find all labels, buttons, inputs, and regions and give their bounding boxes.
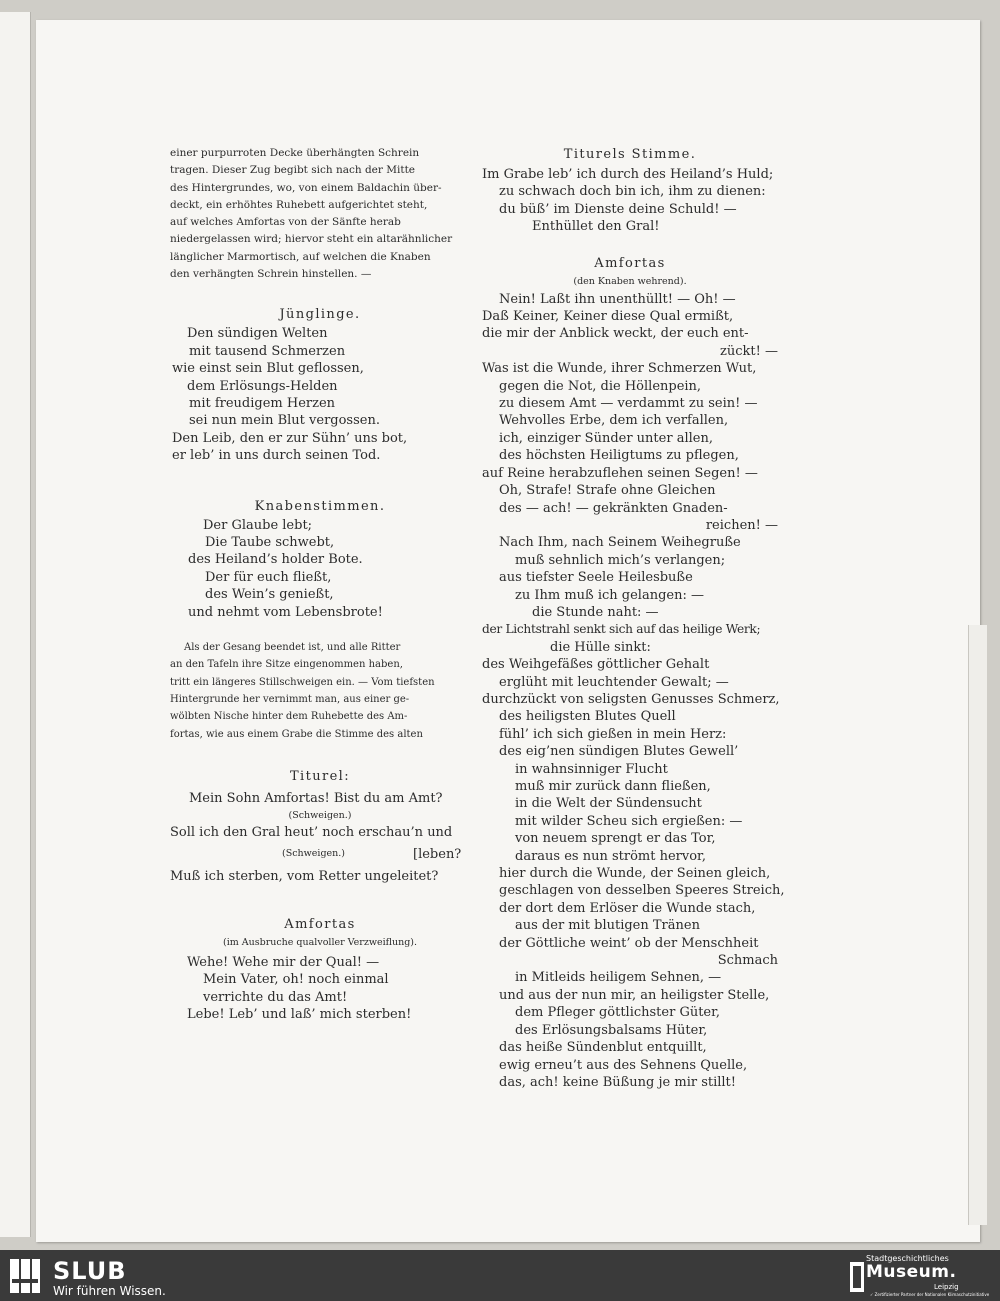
heading-titurel: Titurel: xyxy=(289,768,351,784)
stage-line: Als der Gesang beendet ist, und alle Ritter xyxy=(184,642,401,654)
verse-knabenstimmen xyxy=(170,517,470,621)
page-fold-edge xyxy=(968,625,987,1225)
verse-line: Oh, Strafe! Strafe ohne Gleichen xyxy=(499,483,716,499)
verse-line: der dort dem Erlöser die Wunde stach, xyxy=(499,900,756,916)
verse-line: aus tiefster Seele Heilesbuße xyxy=(499,570,693,586)
verse-line: Schmach xyxy=(717,953,778,969)
verse-line: die Stunde naht: — xyxy=(532,604,659,620)
verse-line: die mir der Anblick weckt, der euch ent- xyxy=(482,326,749,342)
right-column xyxy=(482,145,785,1091)
verse-line: der Göttliche weint’ ob der Menschheit xyxy=(499,935,759,951)
verse-line: Lebe! Leb’ und laß’ mich sterben! xyxy=(187,1007,412,1023)
verse-amfortas-left xyxy=(170,954,470,1024)
verse-line: das heiße Sündenblut entquillt, xyxy=(499,1040,707,1056)
heading-titurels-stimme: Titurels Stimme. xyxy=(563,147,697,162)
verse-line: muß mir zurück dann fließen, xyxy=(515,779,711,794)
verse-line: Nach Ihm, nach Seinem Weihegruße xyxy=(499,535,741,551)
verse-line: mit wilder Scheu sich ergießen: — xyxy=(515,813,743,829)
pause-direction: (Schweigen.) xyxy=(288,810,352,822)
verse-line: mit freudigem Herzen xyxy=(189,396,336,411)
heading-juenglinge: Jünglinge. xyxy=(279,307,361,323)
verse-line: die Hülle sinkt: xyxy=(550,639,651,655)
prose-line: einer purpurroten Decke überhängten Schrein xyxy=(170,147,420,159)
verse-line: Soll ich den Gral heut’ noch erschau’n und xyxy=(170,825,453,841)
verse-line: Mein Sohn Amfortas! Bist du am Amt? xyxy=(189,790,443,806)
verse-line: des Heiland’s holder Bote. xyxy=(188,552,363,568)
verse-line: aus der mit blutigen Tränen xyxy=(515,918,700,934)
verse-line: durchzückt von seligsten Genusses Schmerz, xyxy=(482,691,780,707)
verse-line: des eig’nen sündigen Blutes Gewell’ xyxy=(499,744,739,760)
slub-logo-icon xyxy=(10,1259,40,1293)
verse-line: zu diesem Amt — verdammt zu sein! — xyxy=(499,396,758,412)
stage-line: an den Tafeln ihre Sitze eingenommen haben, xyxy=(170,659,403,671)
pause-row xyxy=(170,844,470,866)
verse-line: du büß’ im Dienste deine Schuld! — xyxy=(499,201,737,217)
verse-line: wie einst sein Blut geflossen, xyxy=(172,361,364,377)
heading-amfortas-left: Amfortas xyxy=(284,917,356,933)
pause-direction: (Schweigen.) xyxy=(282,847,345,859)
verse-line: Der Glaube lebt; xyxy=(203,517,313,533)
left-column xyxy=(170,145,470,1024)
verse-line: er leb’ in uns durch seinen Tod. xyxy=(172,448,381,464)
verse-line: Daß Keiner, Keiner diese Qual ermißt, xyxy=(482,309,734,325)
prose-line: tragen. Dieser Zug begibt sich nach der Mitte xyxy=(170,164,416,177)
verse-line: das, ach! keine Büßung je mir stillt! xyxy=(499,1074,737,1090)
verse-line: Nein! Laßt ihn unenthüllt! — Oh! — xyxy=(499,291,736,307)
verse-line: verrichte du das Amt! xyxy=(203,989,348,1005)
verse-line: des heiligsten Blutes Quell xyxy=(499,709,676,725)
verse-line: dem Pfleger göttlichster Güter, xyxy=(515,1005,721,1021)
verse-line: Enthüllet den Gral! xyxy=(532,219,660,235)
stage-direction xyxy=(170,639,470,743)
museum-name: Museum. xyxy=(866,1262,957,1282)
verse-line: hier durch die Wunde, der Seinen gleich, xyxy=(499,866,771,882)
stage-direction-amfortas: (den Knaben wehrend). xyxy=(573,275,687,287)
verse-line: ich, einziger Sünder unter allen, xyxy=(499,430,713,446)
verse-line: dem Erlösungs-Helden xyxy=(187,378,338,394)
prose-line: niedergelassen wird; hiervor steht ein altarähnlicher xyxy=(170,233,453,246)
prose-line: des Hintergrundes, wo, von einem Baldachin über- xyxy=(170,181,442,194)
verse-line: Wehe! Wehe mir der Qual! — xyxy=(187,955,380,971)
verse-line: Der für euch fließt, xyxy=(205,569,332,585)
verse-line: Den Leib, den er zur Sühn’ uns bot, xyxy=(172,430,408,446)
museum-city: Leipzig xyxy=(934,1283,959,1291)
verse-line: Den sündigen Welten xyxy=(187,326,328,342)
verse-line: Mein Vater, oh! noch einmal xyxy=(203,972,389,988)
verse-line: der Lichtstrahl senkt sich auf das heilige Werk; xyxy=(482,622,761,637)
verse-line: zückt! — xyxy=(720,343,778,359)
heading-amfortas-right: Amfortas xyxy=(594,255,666,271)
verse-line: auf Reine herabzuflehen seinen Segen! — xyxy=(482,465,758,481)
library-tagline: Wir führen Wissen. xyxy=(53,1284,166,1298)
verse-line: zu Ihm muß ich gelangen: — xyxy=(515,587,704,603)
viewer-footer xyxy=(0,1250,1000,1301)
library-name: SLUB xyxy=(53,1257,127,1285)
verse-line: in wahnsinniger Flucht xyxy=(515,761,668,777)
verse-line: gegen die Not, die Höllenpein, xyxy=(499,378,702,394)
verse-line: sei nun mein Blut vergossen. xyxy=(189,413,380,429)
verse-line: reichen! — xyxy=(705,517,778,533)
verse-line: zu schwach doch bin ich, ihm zu dienen: xyxy=(499,184,766,200)
titurel-dialogue xyxy=(170,790,470,885)
stage-line: Hintergrunde her vernimmt man, aus einer ge- xyxy=(170,693,410,705)
verse-line: geschlagen von desselben Speeres Streich, xyxy=(499,883,785,899)
museum-subtitle: Stadtgeschichtliches xyxy=(866,1254,949,1263)
verse-line: Die Taube schwebt, xyxy=(205,535,335,551)
verse-titurels-stimme xyxy=(482,166,778,236)
verse-line: fühl’ ich sich gießen in mein Herz: xyxy=(499,726,727,742)
verse-line: des höchsten Heiligtums zu pflegen, xyxy=(499,448,739,464)
verse-line: Muß ich sterben, vom Retter ungeleitet? xyxy=(170,868,439,884)
verse-line: des Weihgefäßes göttlicher Gehalt xyxy=(482,657,710,673)
verse-line: muß sehnlich mich’s verlangen; xyxy=(515,552,726,568)
verse-line: erglüht mit leuchtender Gewalt; — xyxy=(499,674,729,690)
verse-line: von neuem sprengt er das Tor, xyxy=(515,831,716,847)
verse-juenglinge xyxy=(170,325,470,464)
verse-line: und aus der nun mir, an heiligster Stelle, xyxy=(499,987,770,1003)
previous-page-edge xyxy=(0,12,31,1237)
verse-line: in Mitleids heiligem Sehnen, — xyxy=(515,970,722,986)
prose-line: deckt, ein erhöhtes Ruhebett aufgerichtet steht, xyxy=(170,198,428,211)
museum-logo-icon xyxy=(850,1262,864,1292)
verse-line: in die Welt der Sündensucht xyxy=(515,796,702,812)
stage-line: fortas, wie aus einem Grabe die Stimme des alten xyxy=(170,728,423,740)
verse-line: Im Grabe leb’ ich durch des Heiland’s Huld; xyxy=(482,167,774,182)
prose-line: auf welches Amfortas von der Sänfte herab xyxy=(170,216,401,229)
heading-knabenstimmen: Knabenstimmen. xyxy=(254,498,386,514)
verse-line: des — ach! — gekränkten Gnaden- xyxy=(499,500,728,516)
verse-line: Was ist die Wunde, ihrer Schmerzen Wut, xyxy=(482,361,757,377)
stage-direction-amfortas: (im Ausbruche qualvoller Verzweiflung). xyxy=(222,937,418,949)
verse-line: Wehvolles Erbe, dem ich verfallen, xyxy=(499,413,729,429)
museum-certification: ✓ Zertifizierter Partner der Nationalen Klimaschutzinitiative xyxy=(870,1292,990,1297)
intro-paragraph xyxy=(170,145,470,283)
prose-line: länglicher Marmortisch, auf welchen die Knaben xyxy=(170,250,431,263)
stage-line: wölbten Nische hinter dem Ruhebette des Am- xyxy=(170,711,408,723)
verse-line: und nehmt vom Lebensbrote! xyxy=(188,604,383,620)
verse-line-ending: [leben? xyxy=(413,846,462,862)
verse-line: mit tausend Schmerzen xyxy=(189,343,346,359)
verse-amfortas-right xyxy=(482,291,785,1092)
verse-line: des Erlösungsbalsams Hüter, xyxy=(515,1022,708,1038)
verse-line: des Wein’s genießt, xyxy=(205,587,334,603)
verse-line: ewig erneu’t aus des Sehnens Quelle, xyxy=(499,1057,748,1073)
prose-line: den verhängten Schrein hinstellen. — xyxy=(170,268,372,281)
verse-line: daraus es nun strömt hervor, xyxy=(515,848,706,864)
stage-line: tritt ein längeres Stillschweigen ein. — Vom tiefsten xyxy=(170,676,435,688)
